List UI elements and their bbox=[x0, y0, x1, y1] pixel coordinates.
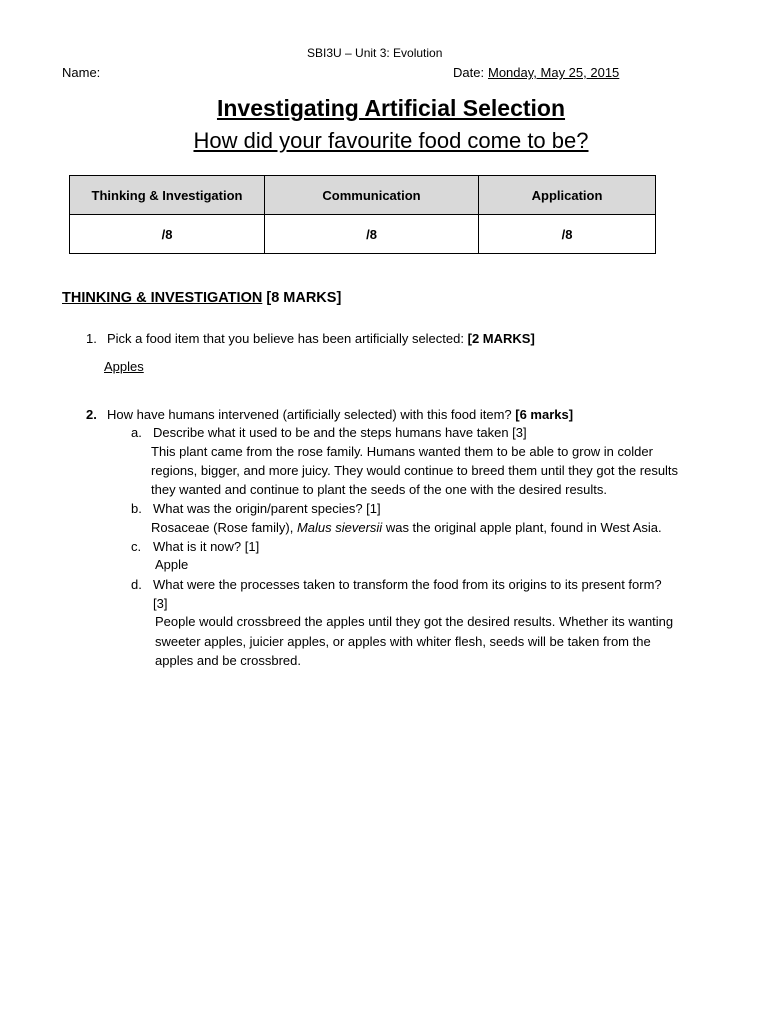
page-title: Investigating Artificial Selection bbox=[216, 95, 566, 121]
q2a-answer-line-2: regions, bigger, and more juicy. They would continue to breed them until they got the results bbox=[151, 463, 679, 478]
date-label: Date: bbox=[453, 65, 485, 80]
q2a-letter: a. bbox=[131, 425, 142, 440]
q2a-text: Describe what it used to be and the steps humans have taken [3] bbox=[153, 425, 527, 440]
q1-prompt bbox=[107, 331, 535, 346]
course-header: SBI3U – Unit 3: Evolution bbox=[307, 46, 443, 60]
rubric-header-row bbox=[70, 176, 656, 215]
rubric-score-row bbox=[70, 215, 656, 254]
q2a-answer-line-3: they wanted and continue to plant the seeds of the one with the desired results. bbox=[151, 482, 608, 497]
q2a-answer-line-1: This plant came from the rose family. Humans wanted them to be able to grow in colder bbox=[151, 444, 653, 459]
q2-prompt bbox=[107, 407, 573, 422]
q2b-answer bbox=[151, 520, 662, 535]
q1-text: Pick a food item that you believe has been artificially selected: bbox=[107, 331, 464, 346]
q2d-text-line-1: What were the processes taken to transform the food from its origins to its present form? bbox=[153, 577, 662, 592]
section-heading bbox=[62, 290, 341, 306]
rubric-score-thinking: /8 bbox=[70, 215, 265, 254]
rubric-table bbox=[69, 175, 656, 254]
rubric-header-thinking: Thinking & Investigation bbox=[70, 176, 265, 215]
q1-number: 1. bbox=[86, 331, 97, 346]
q2b-text: What was the origin/parent species? [1] bbox=[153, 501, 381, 516]
rubric-header-application: Application bbox=[479, 176, 656, 215]
page-subtitle: How did your favourite food come to be? bbox=[193, 128, 589, 153]
date-value: Monday, May 25, 2015 bbox=[488, 65, 620, 80]
q2b-answer-species: Malus sieversii bbox=[296, 520, 383, 535]
q2c-text: What is it now? [1] bbox=[153, 539, 260, 554]
q2-number: 2. bbox=[86, 407, 97, 422]
q2-text: How have humans intervened (artificially selected) with this food item? bbox=[107, 407, 512, 422]
q2d-answer-line-2: sweeter apples, juicier apples, or apples with whiter flesh, seeds will be taken from the bbox=[155, 634, 651, 649]
section-title: THINKING & INVESTIGATION bbox=[62, 290, 263, 306]
q2c-answer: Apple bbox=[155, 557, 189, 572]
q2b-letter: b. bbox=[131, 501, 142, 516]
section-marks: [8 MARKS] bbox=[266, 290, 342, 306]
q2-marks: [6 marks] bbox=[515, 407, 574, 422]
name-label: Name: bbox=[62, 65, 101, 80]
q2d-text-line-2: [3] bbox=[153, 596, 168, 611]
q2d-answer-line-1: People would crossbreed the apples until they got the desired results. Whether its wanting bbox=[155, 614, 674, 629]
rubric-header-communication: Communication bbox=[265, 176, 479, 215]
q2b-answer-pre: Rosaceae (Rose family), bbox=[151, 520, 294, 535]
q2d-letter: d. bbox=[131, 577, 142, 592]
rubric-score-communication: /8 bbox=[265, 215, 479, 254]
q2b-answer-post: was the original apple plant, found in West Asia. bbox=[385, 520, 662, 535]
q1-marks: [2 MARKS] bbox=[467, 331, 535, 346]
q2d-answer-line-3: apples and be crossbred. bbox=[155, 653, 301, 668]
q2c-letter: c. bbox=[131, 539, 142, 554]
q1-answer: Apples bbox=[104, 359, 144, 374]
rubric-score-application: /8 bbox=[479, 215, 656, 254]
